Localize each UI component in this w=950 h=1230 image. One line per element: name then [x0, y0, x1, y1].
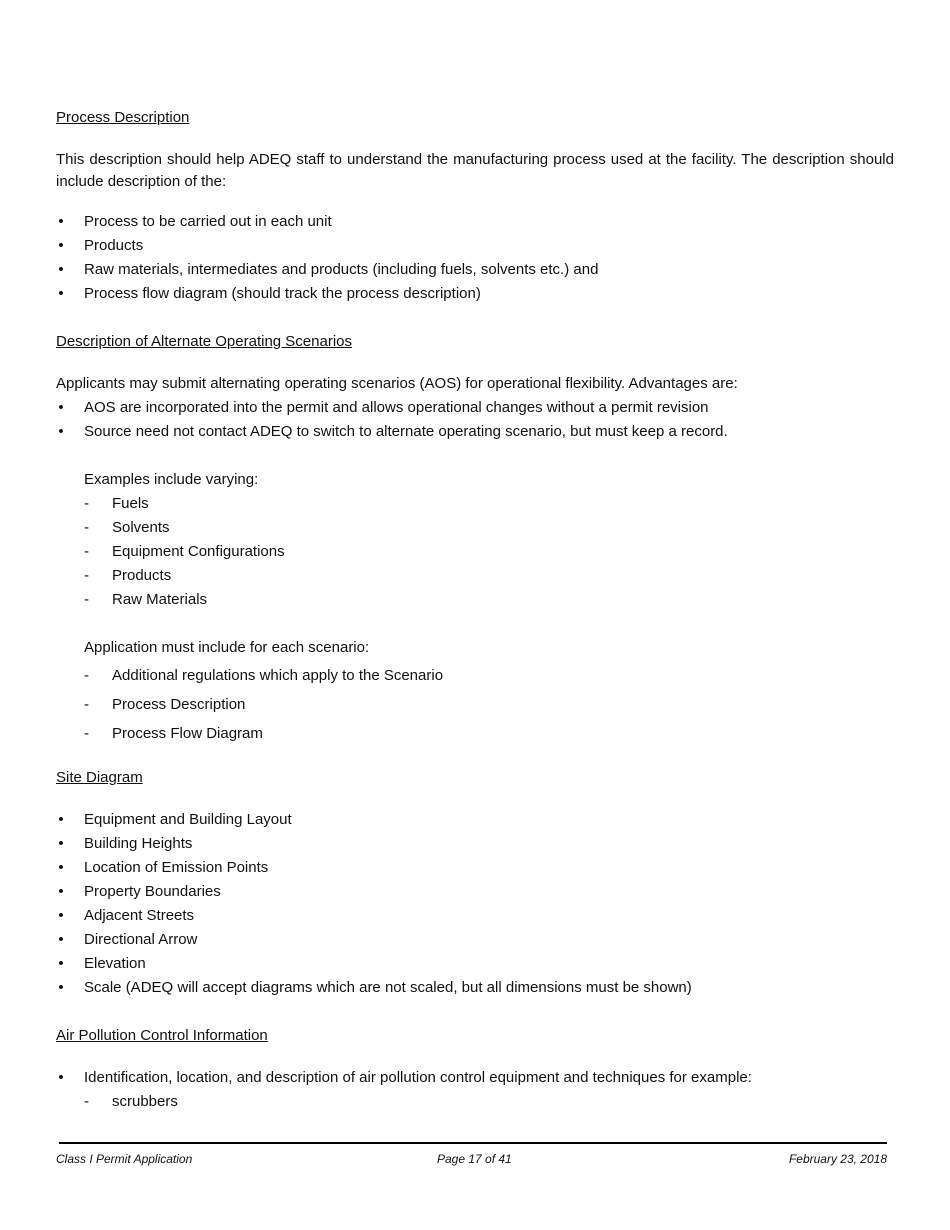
list-item: • Source need not contact ADEQ to switch to alternate operating scenario, but must keep a record. — [58, 423, 728, 440]
list-item: • Process flow diagram (should track the process description) — [58, 285, 481, 302]
aos-intro: Applicants may submit alternating operating scenarios (AOS) for operational flexibility. Advantages are: — [56, 375, 738, 392]
footer-document-title: Class I Permit Application — [56, 1152, 193, 1166]
aos-examples-list — [84, 492, 285, 612]
list-item: • Products — [58, 237, 144, 254]
aos-include-label: Application must include for each scenario: — [84, 639, 370, 656]
footer-page-number: Page 17 of 41 — [437, 1152, 512, 1166]
aos-bullet-list — [56, 396, 728, 444]
list-item: • Adjacent Streets — [58, 907, 195, 924]
list-item: - Products — [84, 567, 172, 584]
list-item: • Equipment and Building Layout — [58, 811, 292, 828]
list-item: - Additional regulations which apply to the Scenario — [84, 667, 444, 684]
section-heading-apc: Air Pollution Control Information — [56, 1027, 268, 1044]
aos-include-list — [84, 661, 443, 748]
section-heading-site: Site Diagram — [56, 769, 143, 786]
process-intro: This description should help ADEQ staff to understand the manufacturing process used at the facility. The description should include description of the: — [56, 151, 894, 190]
list-item: - scrubbers — [84, 1093, 178, 1110]
list-item: • AOS are incorporated into the permit and allows operational changes without a permit revision — [58, 399, 709, 416]
process-bullet-list — [56, 210, 598, 306]
list-item: - Fuels — [84, 495, 149, 512]
list-item: • Building Heights — [58, 835, 193, 852]
list-item: - Solvents — [84, 519, 170, 536]
list-item: • Raw materials, intermediates and products (including fuels, solvents etc.) and — [58, 261, 599, 278]
list-item: • Scale (ADEQ will accept diagrams which are not scaled, but all dimensions must be shown) — [58, 979, 692, 996]
list-item: • Process to be carried out in each unit — [58, 213, 332, 230]
list-item: - Equipment Configurations — [84, 543, 285, 560]
section-heading-process: Process Description — [56, 109, 190, 126]
list-item: • Identification, location, and description of air pollution control equipment and techniques for example: — [58, 1069, 752, 1086]
apc-bullet-list — [56, 1066, 752, 1090]
apc-sub-list — [84, 1090, 178, 1114]
aos-examples-label: Examples include varying: — [84, 471, 259, 488]
site-bullet-list — [56, 808, 692, 1000]
list-item: • Elevation — [58, 955, 146, 972]
footer-divider — [59, 1142, 887, 1144]
list-item: - Process Flow Diagram — [84, 725, 263, 742]
list-item: - Raw Materials — [84, 591, 208, 608]
list-item: - Process Description — [84, 696, 246, 713]
section-heading-aos: Description of Alternate Operating Scenarios — [56, 333, 352, 350]
list-item: • Directional Arrow — [58, 931, 198, 948]
footer-date: February 23, 2018 — [788, 1152, 887, 1166]
list-item: • Location of Emission Points — [58, 859, 269, 876]
list-item: • Property Boundaries — [58, 883, 221, 900]
